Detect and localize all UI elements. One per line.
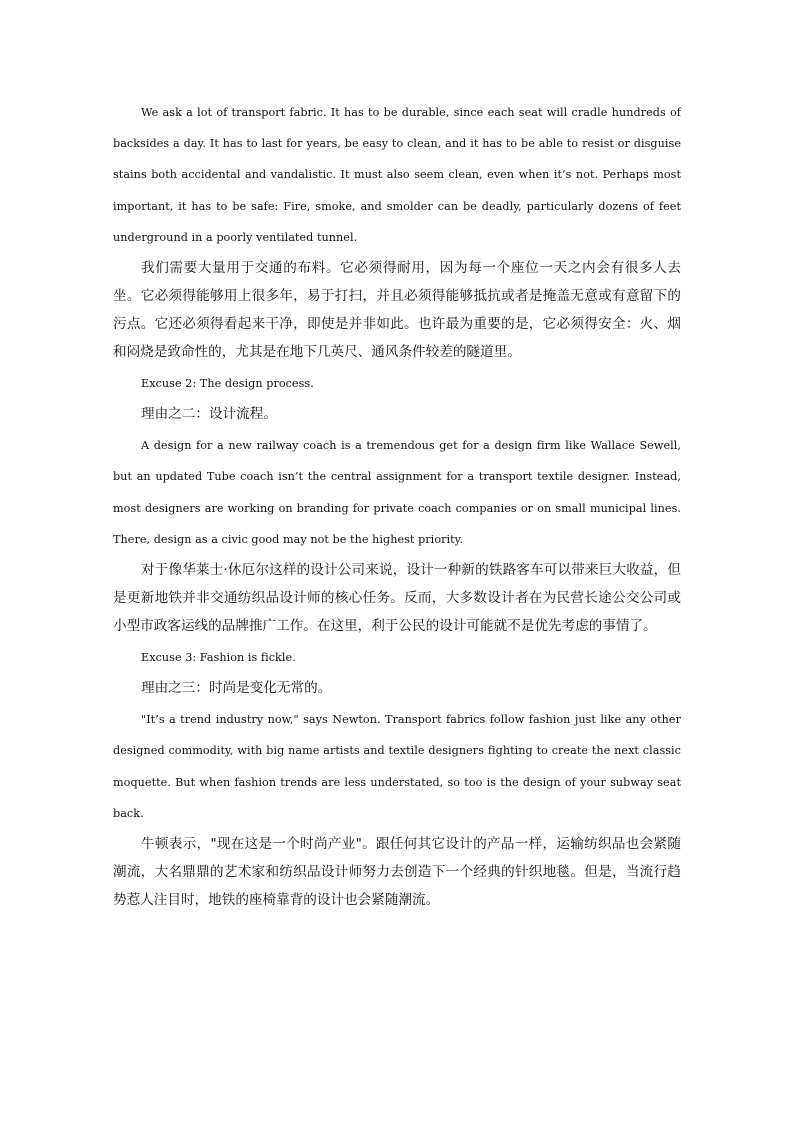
paragraph-en-1: We ask a lot of transport fabric. It has to be durable, since each seat will cradle hundreds of backsides a day. It has to last for years, be easy to clean, and it has to be able to resist or disguise stains both accidental and vandalistic. It must also seem clean, even when it’s not. Perhaps most important, it has to be safe: Fire, smoke, and smolder can be deadly, particularly dozens of feet underground in a poorly ventilated tunnel.	[113, 106, 681, 244]
paragraph-zh-3: 牛顿表示，"现在这是一个时尚产业"。跟任何其它设计的产品一样，运输纺织品也会紧随潮流，大名鼎鼎的艺术家和纺织品设计师努力去创造下一个经典的针织地毯。但是，当流行趋势惹人注目时，地铁的座椅靠背的设计也会紧随潮流。	[113, 836, 681, 909]
document-body	[113, 97, 681, 916]
paragraph-zh-1: 我们需要大量用于交通的布料。它必须得耐用，因为每一个座位一天之内会有很多人去坐。它必须得能够用上很多年，易于打扫，并且必须得能够抵抗或者是掩盖无意或有意留下的污点。它还必须得看起来干净，即使是并非如此。也许最为重要的是，它必须得安全：火、烟和闷烧是致命性的，尤其是在地下几英尺、通风条件较差的隧道里。	[113, 260, 681, 361]
paragraph-en-2: A design for a new railway coach is a tremendous get for a design firm like Wallace Sewell, but an updated Tube coach isn’t the central assignment for a transport textile designer. Instead, most designers are working on branding for private coach companies or on small municipal lines. There, design as a civic good may not be the highest priority.	[113, 439, 681, 546]
paragraph-zh-2: 对于像华莱士·休厄尔这样的设计公司来说，设计一种新的铁路客车可以带来巨大收益，但是更新地铁并非交通纺织品设计师的核心任务。反而，大多数设计者在为民营长途公交公司或小型市政客运线的品牌推广工作。在这里，利于公民的设计可能就不是优先考虑的事情了。	[113, 562, 681, 635]
heading-en-excuse-3: Excuse 3: Fashion is fickle.	[141, 651, 296, 665]
heading-zh-excuse-2: 理由之二：设计流程。	[141, 406, 277, 423]
paragraph-en-3: "It’s a trend industry now," says Newton. Transport fabrics follow fashion just like any other designed commodity, with big name artists and textile designers fighting to create the next classic moquette. But when fashion trends are less understated, so too is the design of your subway seat back.	[113, 713, 681, 820]
heading-zh-excuse-3: 理由之三：时尚是变化无常的。	[141, 680, 332, 697]
heading-en-excuse-2: Excuse 2: The design process.	[141, 377, 314, 391]
